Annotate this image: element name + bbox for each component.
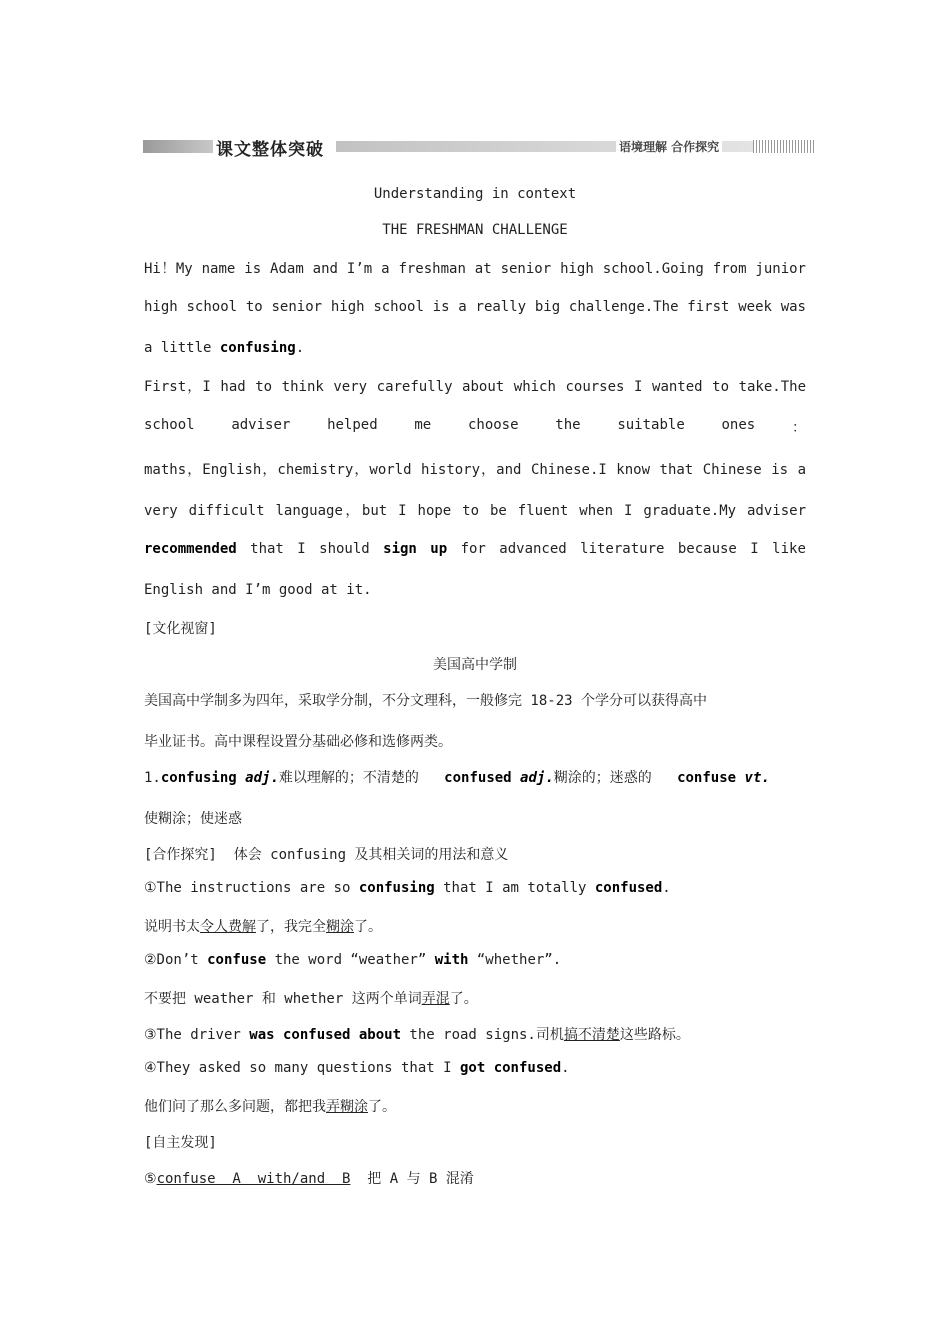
example-1-zh: 说明书太令人费解了，我完全糊涂了。: [144, 919, 382, 935]
para2-line1: First，I had to think very carefully about which courses I wanted to take.The: [144, 379, 806, 395]
explore-line: [合作探究] 体会 confusing 及其相关词的用法和意义: [144, 847, 509, 863]
example-3: ③The driver was confused about the road signs.司机搞不清楚这些路标。: [144, 1027, 690, 1043]
banner-stripes: [753, 140, 815, 153]
section-subtitle: 语境理解 合作探究: [616, 138, 722, 155]
culture-tag: [文化视窗]: [144, 621, 217, 637]
para1-line1: Hi！My name is Adam and I’m a freshman at senior high school.Going from junior: [144, 261, 806, 277]
keyword-up: up: [430, 541, 448, 557]
discover-tag: [自主发现]: [144, 1135, 217, 1151]
example-4: ④They asked so many questions that I got confused.: [144, 1060, 570, 1076]
example-1: ①The instructions are so confusing that I am totally confused.: [144, 880, 671, 896]
para2-line4: very difficult language，but I hope to be fluent when I graduate.My adviser: [144, 503, 806, 519]
para1-line2: high school to senior high school is a really big challenge.The first week was: [144, 299, 806, 315]
keyword-confusing: confusing: [219, 340, 296, 356]
heading-understanding: Understanding in context: [373, 186, 577, 202]
example-2-zh: 不要把 weather 和 whether 这两个单词弄混了。: [144, 991, 478, 1007]
section-banner: [143, 136, 815, 158]
discover-rule: ⑤confuse A with/and B 把 A 与 B 混淆: [144, 1171, 474, 1187]
keyword-recommended: recommended: [144, 541, 237, 557]
example-2: ②Don’t confuse the word “weather” with “whether”.: [144, 952, 562, 968]
para2-line3: maths，English，chemistry，world history，and Chinese.I know that Chinese is a: [144, 462, 806, 478]
heading-passage-title: THE FRESHMAN CHALLENGE: [382, 222, 568, 238]
culture-line2: 毕业证书。高中课程设置分基础必修和选修两类。: [144, 734, 452, 750]
para2-line5: recommended that I should sign up for advanced literature because I like: [144, 541, 806, 557]
keyword-sign: sign: [383, 541, 417, 557]
vocab-line: 1.confusing adj.难以理解的；不清楚的 confused adj.糊涂的；迷惑的 confuse vt.: [144, 770, 770, 786]
para2-line6: English and I’m good at it.: [144, 582, 372, 598]
para1-line3: a little confusing.: [144, 340, 305, 356]
vocab-line2: 使糊涂；使迷惑: [144, 811, 242, 827]
example-4-zh: 他们问了那么多问题，都把我弄糊涂了。: [144, 1099, 396, 1115]
culture-line1: 美国高中学制多为四年，采取学分制，不分文理科，一般修完 18-23 个学分可以获得高中: [144, 693, 707, 709]
culture-title: 美国高中学制: [433, 657, 517, 673]
banner-left-bar: [143, 140, 213, 153]
para2-line2: school adviser helped me choose the suitable ones ：: [144, 417, 806, 436]
section-title: 课文整体突破: [216, 140, 324, 160]
